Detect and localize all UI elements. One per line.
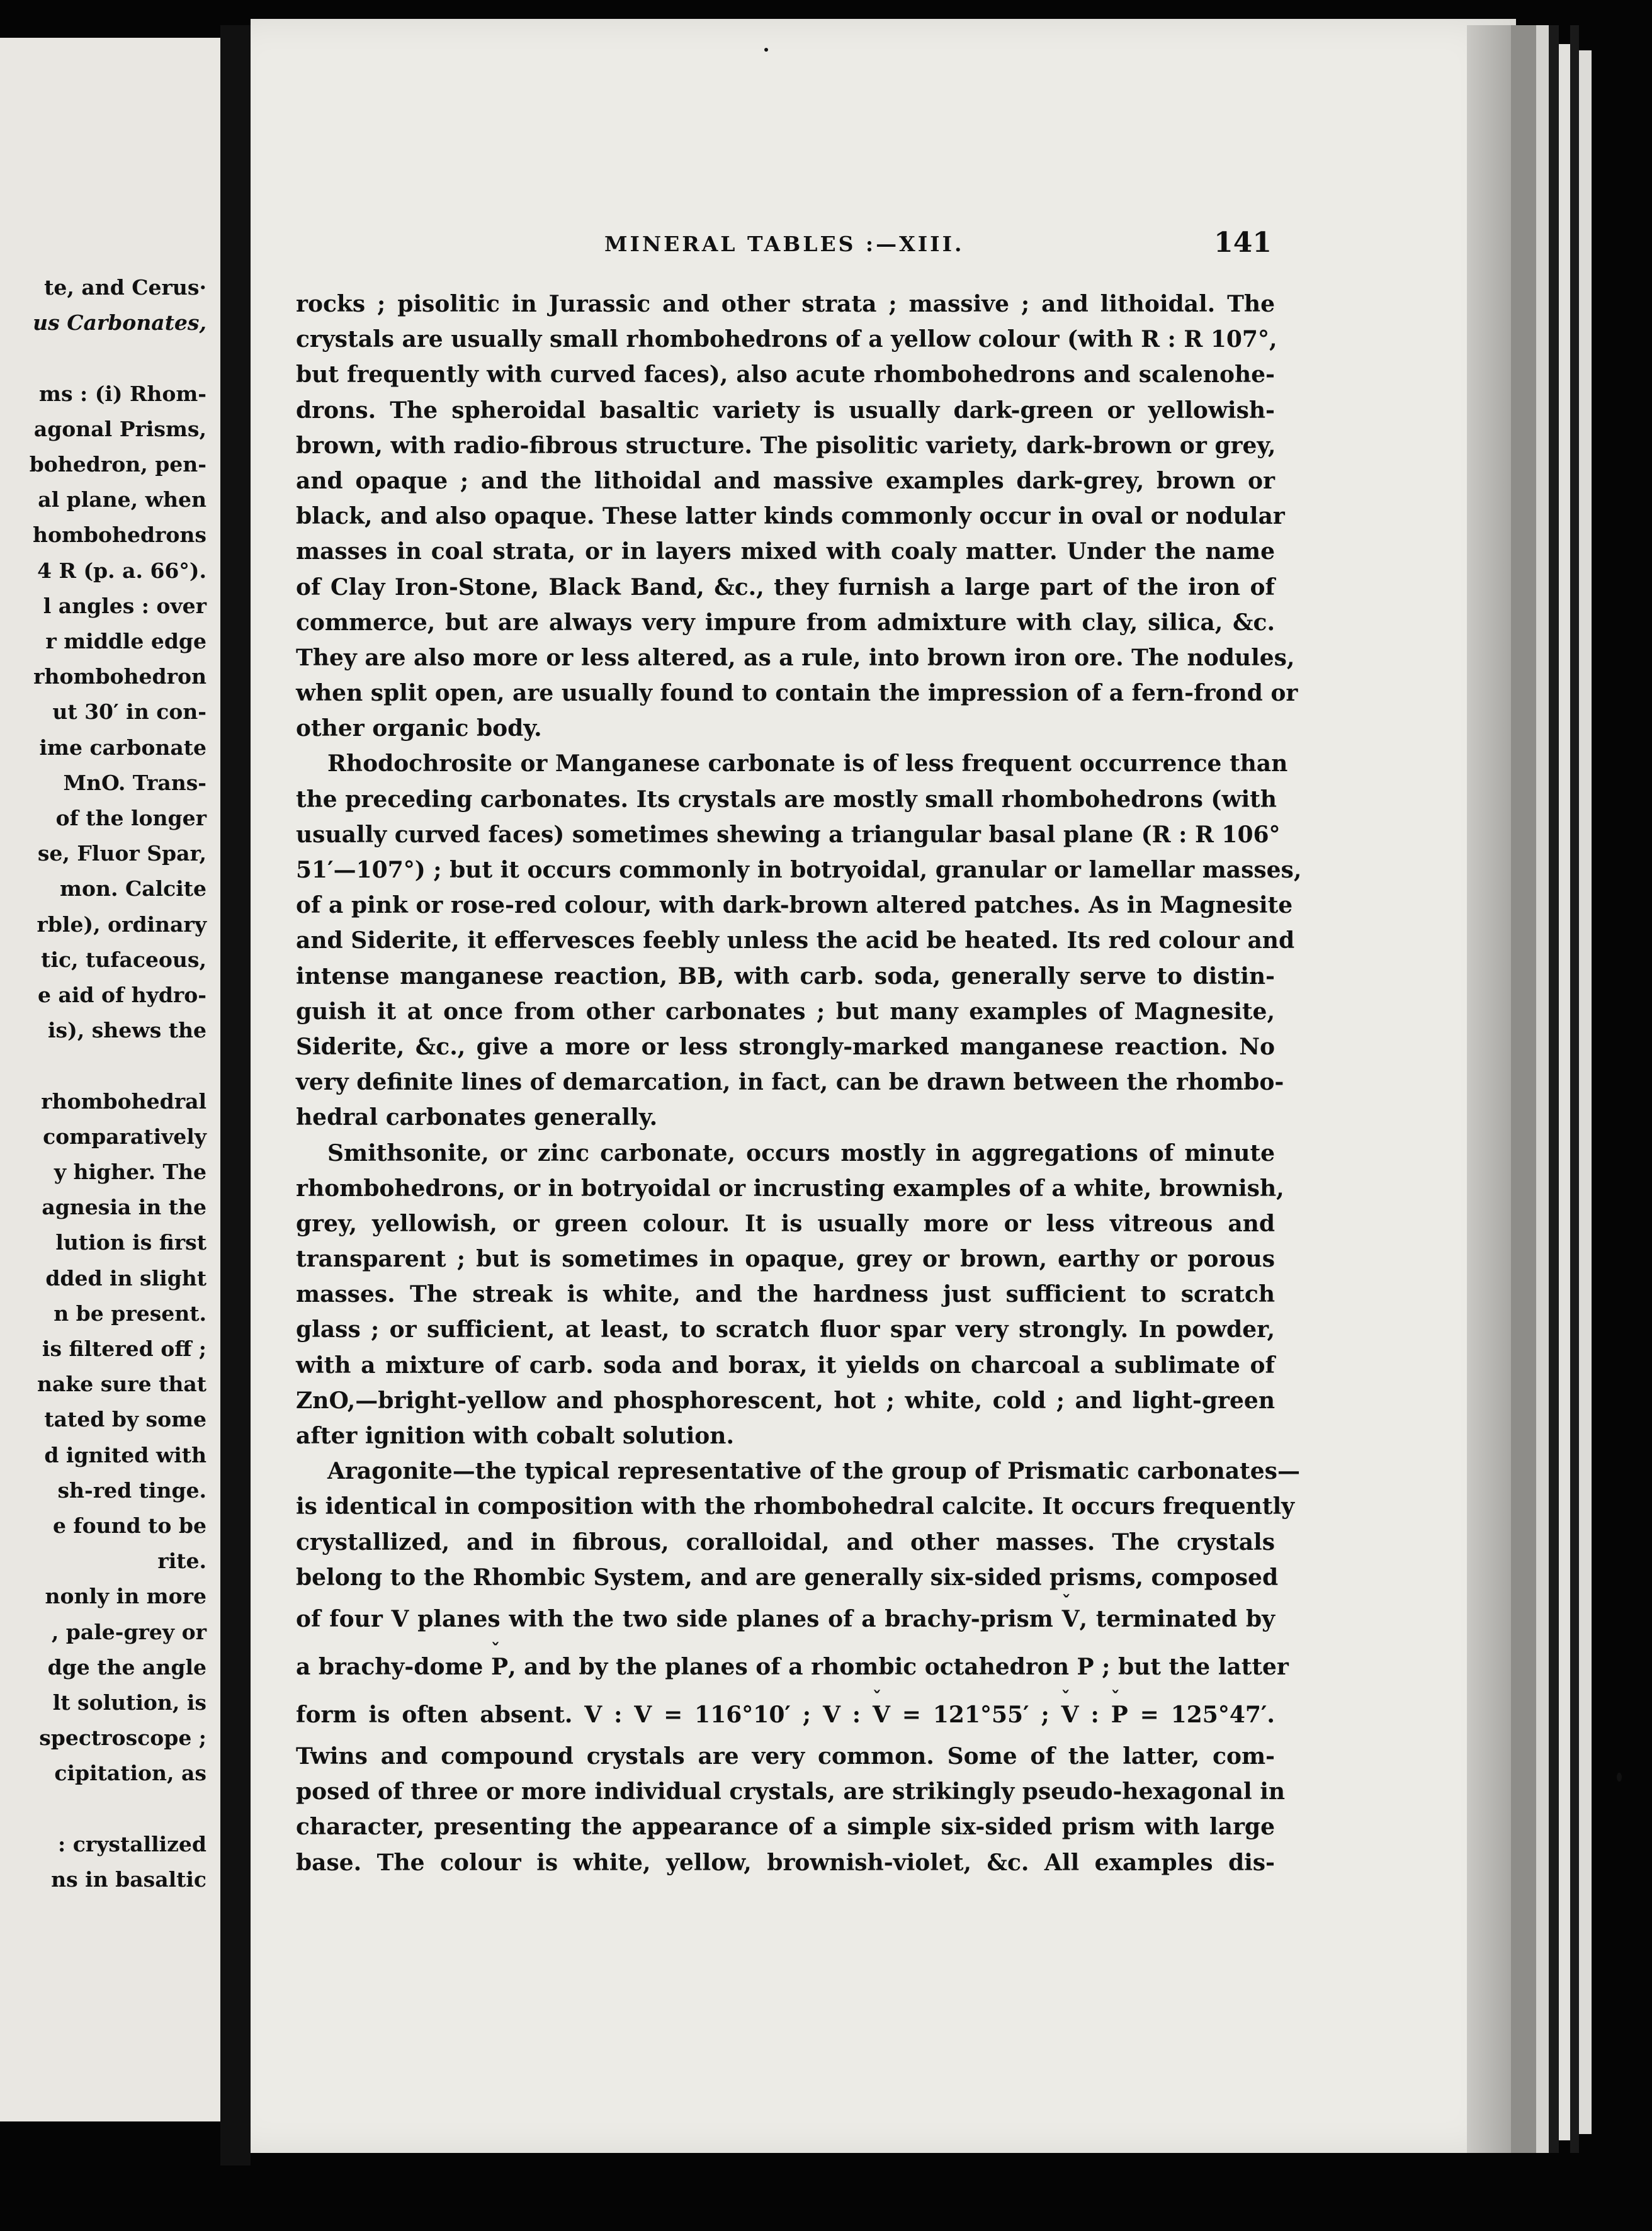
page-edge-stack: [1579, 50, 1592, 2134]
body-line: the preceding carbonates. Its crystals are mostly small rhombohedrons (with: [296, 786, 1277, 813]
body-line: commerce, but are always very impure from admixture with clay, silica, &c.: [296, 609, 1275, 636]
text-run: form is often absent.: [296, 1701, 573, 1728]
left-page-line: agnesia in the: [42, 1195, 206, 1220]
left-page-line: dge the angle: [47, 1654, 206, 1680]
body-line: Twins and compound crystals are very common. Some of the latter, com-: [296, 1742, 1275, 1770]
page-edge-gap: [1549, 25, 1559, 2153]
left-page-line: dded in slight: [45, 1265, 206, 1291]
body-line: hedral carbonates generally.: [296, 1104, 658, 1131]
text-run: , and by the planes of a rhombic octahedron P ; but the latter: [508, 1653, 1289, 1680]
text-run: V :: [822, 1701, 873, 1728]
body-line: other organic body.: [296, 715, 542, 742]
left-page-line: bohedron, pen-: [29, 452, 206, 477]
text-run: a brachy-dome: [296, 1653, 491, 1680]
body-line: Rhodochrosite or Manganese carbonate is of less frequent occurrence than: [327, 750, 1288, 777]
dust-speck: [1617, 1773, 1622, 1782]
body-line: intense manganese reaction, BB, with carb. soda, generally serve to distin-: [296, 963, 1275, 990]
body-line: after ignition with cobalt solution.: [296, 1423, 734, 1449]
left-page-line: rhombohedron: [33, 664, 206, 689]
body-line: 51′—107°) ; but it occurs commonly in botryoidal, granular or lamellar masses,: [296, 857, 1302, 883]
body-line: and opaque ; and the lithoidal and massive examples dark-grey, brown or: [296, 467, 1275, 494]
left-page-line: , pale-grey or: [51, 1619, 206, 1644]
body-line: Siderite, &c., give a more or less strongly-marked manganese reaction. No: [296, 1033, 1275, 1060]
page-edge-gap: [1570, 25, 1579, 2153]
left-page-line: r middle edge: [45, 629, 206, 653]
left-page-line: tated by some: [44, 1407, 206, 1432]
left-page-line: y higher. The: [54, 1160, 206, 1184]
angle-formula: [823, 1702, 1049, 1728]
body-line: glass ; or sufficient, at least, to scratch fluor spar very strongly. In powder,: [296, 1316, 1275, 1343]
body-line: ZnO,—bright-yellow and phosphorescent, hot ; white, cold ; and light-green: [296, 1387, 1275, 1414]
left-page-line: n be present.: [54, 1301, 206, 1326]
brachy-dome-symbol: ˇ P: [491, 1643, 508, 1691]
body-line: masses in coal strata, or in layers mixed with coaly matter. Under the name: [296, 538, 1275, 565]
left-page-line: ime carbonate: [39, 735, 206, 760]
left-page-line: of the longer: [55, 806, 206, 830]
body-line: guish it at once from other carbonates ; but many examples of Magnesite,: [296, 998, 1275, 1025]
left-page-line: mon. Calcite: [60, 876, 206, 901]
body-line: brown, with radio-fibrous structure. The pisolitic variety, dark-brown or grey,: [296, 432, 1276, 459]
left-page-line: rite.: [157, 1549, 206, 1574]
left-page-line: ms : (i) Rhom-: [39, 381, 206, 406]
page-edges: [1467, 25, 1612, 2153]
left-page-line: d ignited with: [44, 1442, 206, 1467]
left-page-line: 4 R (p. a. 66°).: [37, 558, 206, 583]
left-page-line: lt solution, is: [52, 1690, 206, 1715]
left-page-line: e aid of hydro-: [38, 983, 206, 1007]
angle-formula: [1061, 1702, 1275, 1728]
body-text: [296, 286, 1302, 1880]
left-page-line: spectroscope ;: [39, 1725, 206, 1751]
text-run: = 121°55′ ;: [890, 1701, 1049, 1728]
body-line: [296, 1643, 1289, 1691]
body-line: is identical in composition with the rhombohedral calcite. It occurs frequently: [296, 1493, 1295, 1520]
left-page-line: MnO. Trans-: [63, 770, 206, 795]
body-line: grey, yellowish, or green colour. It is usually more or less vitreous and: [296, 1210, 1275, 1237]
left-page-line: te, and Cerus·: [44, 275, 206, 300]
left-page-line: al plane, when: [38, 487, 206, 512]
left-page-line: : crystallized: [58, 1831, 206, 1856]
body-line: with a mixture of carb. soda and borax, it yields on charcoal a sublimate of: [296, 1352, 1275, 1379]
dust-speck: [764, 48, 768, 52]
left-page-line: nake sure that: [37, 1372, 206, 1397]
book-gutter: [220, 25, 251, 2166]
body-line: Smithsonite, or zinc carbonate, occurs mostly in aggregations of minute: [327, 1139, 1275, 1166]
page-edge-shade: [1467, 25, 1511, 2153]
left-page-line: agonal Prisms,: [33, 416, 206, 441]
page-edge-stack: [1536, 25, 1549, 2153]
left-page-line: lution is first: [55, 1230, 206, 1255]
running-head: [353, 227, 1272, 258]
body-line: crystallized, and in fibrous, coralloidal, and other masses. The crystals: [296, 1528, 1275, 1556]
body-line: when split open, are usually found to contain the impression of a fern-frond or: [296, 680, 1298, 707]
brachy-prism-symbol: ˇ V: [1062, 1595, 1080, 1643]
body-line: base. The colour is white, yellow, brownish-violet, &c. All examples dis-: [296, 1849, 1275, 1876]
left-page-line: se, Fluor Spar,: [37, 841, 206, 866]
left-page-line: ns in basaltic: [51, 1867, 206, 1892]
left-page-line: is), shews the: [48, 1018, 206, 1043]
body-line: black, and also opaque. These latter kinds commonly occur in oval or nodular: [296, 503, 1285, 530]
running-head-title: MINERAL TABLES :—XIII.: [604, 232, 965, 256]
left-page-line: e found to be: [52, 1513, 206, 1538]
left-facing-page: [0, 38, 224, 2121]
left-page-line: comparatively: [43, 1124, 206, 1149]
body-line: Aragonite—the typical representative of the group of Prismatic carbonates—: [327, 1458, 1300, 1485]
body-line: belong to the Rhombic System, and are generally six-sided prisms, composed: [296, 1564, 1279, 1591]
left-page-line: cipitation, as: [54, 1761, 206, 1786]
body-line: transparent ; but is sometimes in opaque, grey or brown, earthy or porous: [296, 1246, 1275, 1273]
page-edge-stack: [1511, 25, 1536, 2153]
body-line: [296, 1691, 1275, 1739]
brachy-prism-symbol: ˇ V: [1061, 1691, 1079, 1739]
body-line: drons. The spheroidal basaltic variety is usually dark-green or yellowish-: [296, 397, 1275, 424]
body-line: posed of three or more individual crystals, are strikingly pseudo-hexagonal in: [296, 1778, 1286, 1805]
brachy-prism-symbol: ˇ V: [873, 1691, 890, 1739]
body-line: and Siderite, it effervesces feebly unless the acid be heated. Its red colour and: [296, 927, 1295, 954]
page-edge-stack: [1559, 44, 1570, 2140]
left-page-line: ut 30′ in con-: [52, 699, 206, 725]
page-number: 141: [1214, 227, 1272, 259]
body-line: very definite lines of demarcation, in fact, can be drawn between the rhombo-: [296, 1069, 1284, 1096]
left-page-line: is filtered off ;: [42, 1336, 206, 1361]
body-line: usually curved faces) sometimes shewing a triangular basal plane (R : R 106°: [296, 821, 1281, 848]
angle-formula: V : V = 116°10′ ;: [584, 1701, 812, 1728]
body-line: rhombohedrons, or in botryoidal or incrusting examples of a white, brownish,: [296, 1175, 1284, 1202]
left-page-line: rble), ordinary: [37, 912, 206, 937]
body-line: crystals are usually small rhombohedrons of a yellow colour (with R : R 107°,: [296, 326, 1277, 353]
body-line: [296, 1595, 1275, 1643]
text-run: of four V planes with the two side planes of a brachy-prism: [296, 1605, 1062, 1632]
brachy-dome-symbol: ˇ P: [1111, 1691, 1128, 1739]
left-page-line: tic, tufaceous,: [41, 947, 206, 972]
body-line: masses. The streak is white, and the hardness just sufficient to scratch: [296, 1281, 1275, 1308]
text-run: = 125°47′.: [1128, 1701, 1275, 1728]
left-page-line: us Carbonates,: [33, 310, 206, 336]
body-line: of a pink or rose-red colour, with dark-brown altered patches. As in Magnesite: [296, 892, 1293, 919]
body-line: They are also more or less altered, as a rule, into brown iron ore. The nodules,: [296, 644, 1295, 671]
left-page-line: sh-red tinge.: [57, 1477, 206, 1503]
left-page-line: l angles : over: [43, 593, 206, 618]
left-page-line: nonly in more: [45, 1584, 206, 1609]
body-line: but frequently with curved faces), also acute rhombohedrons and scalenohe-: [296, 361, 1275, 388]
body-line: character, presenting the appearance of a simple six-sided prism with large: [296, 1814, 1275, 1841]
body-line: of Clay Iron-Stone, Black Band, &c., they furnish a large part of the iron of: [296, 573, 1275, 601]
text-run: :: [1078, 1701, 1111, 1728]
left-page-line: rhombohedral: [41, 1088, 206, 1114]
body-line: rocks ; pisolitic in Jurassic and other strata ; massive ; and lithoidal. The: [296, 291, 1275, 317]
text-run: , terminated by: [1079, 1605, 1275, 1632]
left-page-line: hombohedrons: [32, 522, 206, 548]
